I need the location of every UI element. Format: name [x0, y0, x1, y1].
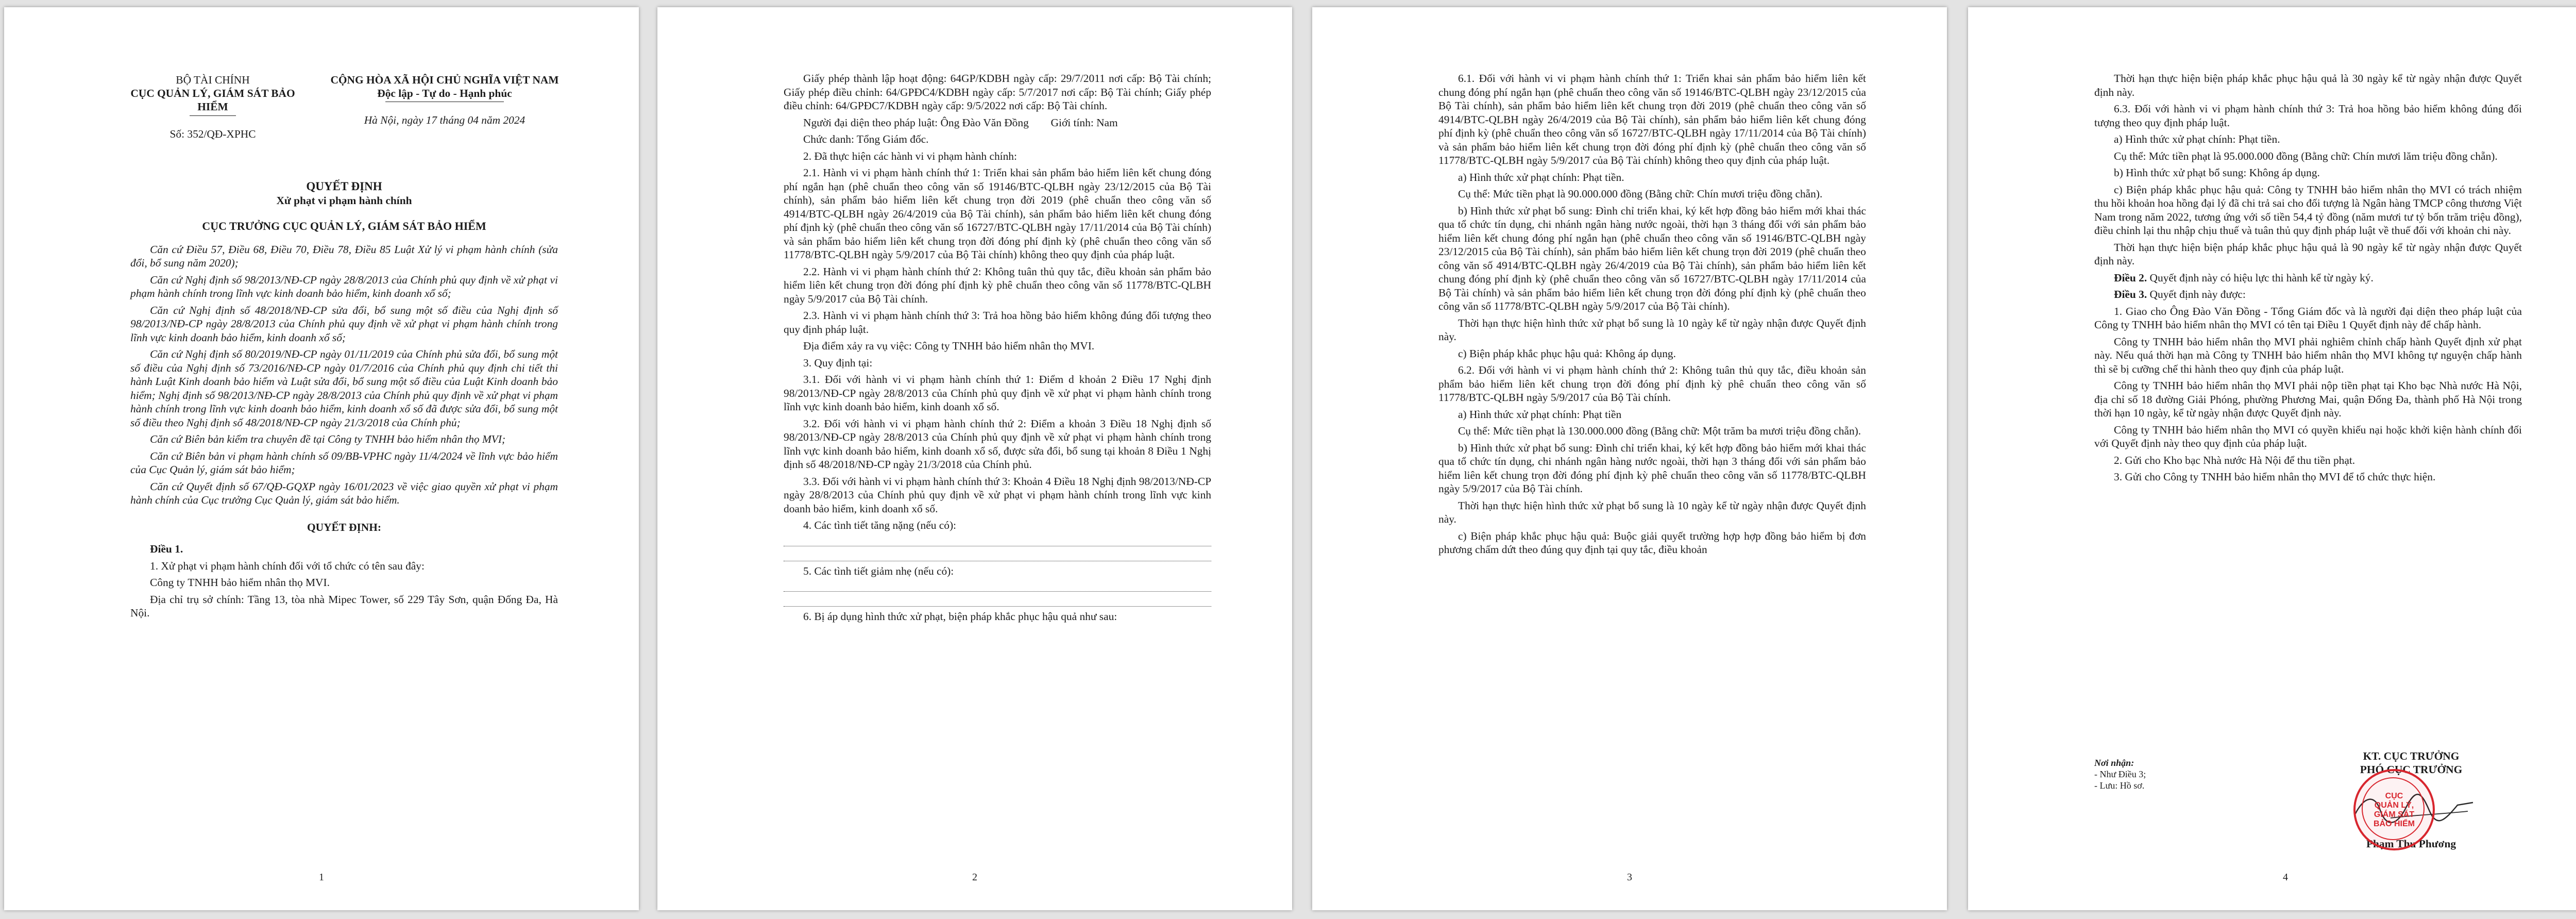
body-para: a) Hình thức xử phạt chính: Phạt tiền. — [2114, 133, 2280, 145]
body-para: Giấy phép thành lập hoạt động: 64GP/KDBH ngày cấp: 29/7/2011 nơi cấp: Bộ Tài chính; Giấy phép điều chỉnh: 64/GPĐC4/KDBH ngày cấp: 5/7/2017 nơi cấp: Bộ Tài chính; Giấy phép điều chỉnh: 64/GPĐC7/KDBH ngày cấp: 9/5/2022 nơi cấp: Bộ Tài chính. — [784, 72, 1211, 112]
article-1-para: 1. Xử phạt vi phạm hành chính đối với tổ chức có tên sau đây: — [150, 559, 425, 572]
body-para: Công ty TNHH bảo hiểm nhân thọ MVI phải nghiêm chỉnh chấp hành Quyết định xử phạt này. Nếu quá thời hạn mà Công ty TNHH bảo hiểm nhân thọ MVI không tự nguyện chấp hành thì sẽ bị cưỡng chế thi hành theo quy định của pháp luật. — [2094, 335, 2522, 375]
blank-line — [784, 548, 1211, 561]
article-1-para: Công ty TNHH bảo hiểm nhân thọ MVI. — [150, 576, 330, 589]
document-number: Số: 352/QĐ-XPHC — [170, 128, 256, 140]
body-para: Người đại diện theo pháp luật: Ông Đào Văn Đồng Giới tính: Nam — [803, 116, 1118, 129]
blank-line — [784, 579, 1211, 592]
body-para: 2. Gửi cho Kho bạc Nhà nước Hà Nội để thu tiền phạt. — [2114, 454, 2355, 466]
body-para: 2.1. Hành vi vi phạm hành chính thứ 1: Triển khai sản phẩm bảo hiểm liên kết chung đóng phí ngắn hạn (phê chuẩn theo công văn số 19146/BTC-QLBH ngày 23/12/2015 của Bộ Tài chính), sản phẩm bảo hiểm liên kết chung trọn đời 2019 (phê chuẩn theo công văn số 4914/BTC-QLBH ngày 26/4/2019 của Bộ Tài chính), sản phẩm bảo hiểm liên kết chung đóng phí định kỳ (phê chuẩn theo công văn số 16727/BTC-QLBH ngày 17/11/2014 của Bộ Tài chính) và sản phẩm bảo hiểm liên kết chung trọn đời đóng phí định kỳ (phê chuẩn theo công văn số 11778/BTC-QLBH ngày 5/9/2017 của Bộ Tài chính) không theo quy định của pháp luật. — [784, 166, 1211, 261]
body-para: Thời hạn thực hiện hình thức xử phạt bổ sung là 10 ngày kể từ ngày nhận được Quyết định này. — [1438, 499, 1866, 525]
recipients-block — [2094, 757, 2146, 791]
legal-basis: Căn cứ Biên bản kiểm tra chuyên đề tại Công ty TNHH bảo hiểm nhân thọ MVI; — [150, 433, 506, 445]
body-para: Chức danh: Tổng Giám đốc. — [803, 133, 929, 145]
article-2-text: Quyết định này có hiệu lực thi hành kể từ ngày ký. — [2149, 271, 2374, 284]
legal-basis: Căn cứ Nghị định số 98/2013/NĐ-CP ngày 28/8/2013 của Chính phủ quy định về xử phạt vi phạm hành chính trong lĩnh vực kinh doanh bảo hiểm, kinh doanh xổ số; — [130, 273, 558, 299]
document-page-4 — [1968, 7, 2576, 910]
body-para: 3. Quy định tại: — [803, 356, 873, 369]
body-para: Thời hạn thực hiện biện pháp khắc phục hậu quả là 90 ngày kể từ ngày nhận được Quyết định này. — [2094, 241, 2522, 267]
decision-title: QUYẾT ĐỊNH — [306, 180, 382, 193]
blank-line — [784, 594, 1211, 607]
body-para: Cụ thể: Mức tiền phạt là 90.000.000 đồng (Bằng chữ: Chín mươi triệu đồng chẵn). — [1458, 188, 1823, 200]
ministry-name: BỘ TÀI CHÍNH — [176, 74, 250, 86]
body-para: Cụ thể: Mức tiền phạt là 95.000.000 đồng (Bằng chữ: Chín mươi lăm triệu đồng chẵn). — [2114, 149, 2498, 162]
legal-basis: Căn cứ Nghị định số 48/2018/NĐ-CP sửa đổi, bổ sung một số điều của Nghị định số 98/2013/NĐ-CP ngày 28/8/2013 của Chính phủ quy định về xử phạt vi phạm hành chính trong lĩnh vực kinh doanh bảo hiểm, kinh doanh xổ số; — [130, 304, 558, 344]
body-para: 2. Đã thực hiện các hành vi vi phạm hành chính: — [803, 149, 1017, 162]
nation-name: CỘNG HÒA XÃ HỘI CHỦ NGHĨA VIỆT NAM — [330, 74, 559, 86]
article-2 — [2094, 271, 2522, 285]
seal-text: BẢO HIỂM — [2374, 820, 2415, 828]
page-number: 1 — [319, 872, 324, 883]
body-para: 3.1. Đối với hành vi vi phạm hành chính thứ 1: Điểm d khoản 2 Điều 17 Nghị định 98/2013/NĐ-CP ngày 28/8/2013 của Chính phủ quy định về xử phạt vi phạm hành chính trong lĩnh vực kinh doanh bảo hiểm, kinh doanh xổ số. — [784, 373, 1211, 413]
seal-text: QUẢN LÝ, — [2374, 801, 2414, 810]
blank-line — [784, 533, 1211, 546]
body-para: b) Hình thức xử phạt bổ sung: Đình chỉ triển khai, ký kết hợp đồng bảo hiểm mới khai thác qua tổ chức tín dụng, chi nhánh ngân hàng nước ngoài, thời hạn 3 tháng đối với sản phẩm bảo hiểm liên kết chung đóng phí ngắn hạn (phê chuẩn theo công văn số 19146/BTC-QLBH ngày 23/12/2015 của Bộ Tài chính), sản phẩm bảo hiểm liên kết chung trọn đời 2019 (phê chuẩn theo công văn số 4914/BTC-QLBH ngày 26/4/2019 của Bộ Tài chính), sản phẩm bảo hiểm liên kết chung đóng phí định kỳ (phê chuẩn theo công văn số 16727/BTC-QLBH ngày 17/11/2014 của Bộ Tài chính) và sản phẩm bảo hiểm liên kết chung trọn đời đóng phí định kỳ (phê chuẩn theo công văn số 11778/BTC-QLBH ngày 5/9/2017 của Bộ Tài chính). — [1438, 204, 1866, 312]
signer-name: Phạm Thu Phương — [2366, 838, 2456, 850]
national-motto: Độc lập - Tự do - Hạnh phúc — [377, 87, 512, 99]
body-para: Công ty TNHH bảo hiểm nhân thọ MVI phải nộp tiền phạt tại Kho bạc Nhà nước Hà Nội, địa chỉ số 18 đường Giải Phóng, phường Phương Mai, quận Đống Đa, thành phố Hà Nội trong thời hạn 10 ngày, kể từ ngày nhận được Quyết định này. — [2094, 379, 2522, 419]
legal-basis: Căn cứ Quyết định số 67/QĐ-GQXP ngày 16/01/2023 về việc giao quyền xử phạt vi phạm hành chính của Cục trưởng Cục Quản lý, giám sát bảo hiểm. — [130, 480, 558, 506]
body-para: 6.1. Đối với hành vi vi phạm hành chính thứ 1: Triển khai sản phẩm bảo hiểm liên kết chung đóng phí ngắn hạn (phê chuẩn theo công văn số 19146/BTC-QLBH ngày 23/12/2015 của Bộ Tài chính), sản phẩm bảo hiểm liên kết chung trọn đời 2019 (phê chuẩn theo công văn số 4914/BTC-QLBH ngày 26/4/2019 của Bộ Tài chính), sản phẩm bảo hiểm liên kết chung đóng phí định kỳ (phê chuẩn theo công văn số 16727/BTC-QLBH ngày 17/11/2014 của Bộ Tài chính) và sản phẩm bảo hiểm liên kết chung trọn đời đóng phí định kỳ (phê chuẩn theo công văn số 11778/BTC-QLBH ngày 5/9/2017 của Bộ Tài chính) không theo quy định của pháp luật. — [1438, 72, 1866, 166]
place-date: Hà Nội, ngày 17 tháng 04 năm 2024 — [364, 114, 526, 126]
body-para: a) Hình thức xử phạt chính: Phạt tiền. — [1458, 171, 1624, 183]
body-para: 4. Các tình tiết tăng nặng (nếu có): — [803, 519, 957, 531]
body-para: 6.2. Đối với hành vi vi phạm hành chính thứ 2: Không tuân thủ quy tắc, điều khoản sản phẩm bảo hiểm liên kết chung trọn đời đóng phí định kỳ phê chuẩn theo công văn số 11778/BTC-QLBH ngày 5/9/2017 của Bộ Tài chính. — [1438, 364, 1866, 404]
body-para: 2.2. Hành vi vi phạm hành chính thứ 2: Không tuân thủ quy tắc, điều khoản sản phẩm bảo hiểm liên kết chung trọn đời đóng phí định kỳ phê chuẩn theo công văn số 11778/BTC-QLBH ngày 5/9/2017 của Bộ Tài chính. — [784, 265, 1211, 305]
body-para: Thời hạn thực hiện biện pháp khắc phục hậu quả là 30 ngày kể từ ngày nhận được Quyết định này. — [2094, 72, 2522, 98]
issuing-authority: CỤC TRƯỞNG CỤC QUẢN LÝ, GIÁM SÁT BẢO HIỂM — [202, 220, 486, 232]
body-para: 1. Giao cho Ông Đào Văn Đồng - Tổng Giám đốc và là người đại diện theo pháp luật của Công ty TNHH bảo hiểm nhân thọ MVI có tên tại Điều 1 Quyết định này để chấp hành. — [2094, 305, 2522, 331]
document-page-3 — [1312, 7, 1947, 910]
body-para: b) Hình thức xử phạt bổ sung: Không áp dụng. — [2114, 166, 2320, 179]
body-para: 5. Các tình tiết giảm nhẹ (nếu có): — [803, 564, 954, 577]
recipient-item: - Như Điều 3; — [2094, 769, 2146, 779]
body-para: Cụ thể: Mức tiền phạt là 130.000.000 đồng (Bằng chữ: Một trăm ba mươi triệu đồng chẵn). — [1458, 425, 1861, 437]
body-para: Công ty TNHH bảo hiểm nhân thọ MVI có quyền khiếu nại hoặc khởi kiện hành chính đối với Quyết định này theo quy định của pháp luật. — [2094, 423, 2522, 449]
body-para: 3.2. Đối với hành vi vi phạm hành chính thứ 2: Điểm a khoản 3 Điều 18 Nghị định số 98/2013/NĐ-CP ngày 28/8/2013 của Chính phủ quy định về xử phạt vi phạm hành chính trong lĩnh vực kinh doanh bảo hiểm, kinh doanh xổ số, được sửa đổi, bổ sung tại khoản 8 Điều 1 Nghị định số 48/2018/NĐ-CP ngày 21/3/2018 của Chính phủ. — [784, 417, 1211, 471]
body-para: c) Biện pháp khắc phục hậu quả: Buộc giải quyết trường hợp hợp đồng bảo hiểm bị đơn phương chấm dứt theo đúng quy định tại quy tắc, điều khoản — [1438, 529, 1866, 556]
page-number: 4 — [2283, 872, 2288, 883]
decision-subtitle: Xử phạt vi phạm hành chính — [276, 194, 412, 207]
document-page-2 — [657, 7, 1292, 910]
body-para: 3. Gửi cho Công ty TNHH bảo hiểm nhân thọ MVI để tổ chức thực hiện. — [2114, 471, 2436, 483]
article-3-text: Quyết định này được: — [2149, 288, 2246, 300]
body-para: 6. Bị áp dụng hình thức xử phạt, biện pháp khắc phục hậu quả như sau: — [803, 610, 1117, 623]
body-para: c) Biện pháp khắc phục hậu quả: Công ty TNHH bảo hiểm nhân thọ MVI có trách nhiệm thu hồi khoản hoa hồng đại lý đã chi trả sai cho đối tượng là Ngân hàng TMCP công thương Việt Nam trong năm 2022, tương ứng với số tiền 54,4 tỷ đồng (năm mươi tư tỷ bốn trăm triệu đồng), điều chỉnh lại thu nhập chịu thuế và tuân thủ quy định pháp luật về thuế đối với khoản chi này. — [2094, 183, 2522, 237]
page-number: 2 — [972, 872, 977, 883]
legal-basis: Căn cứ Điều 57, Điều 68, Điều 70, Điều 78, Điều 85 Luật Xử lý vi phạm hành chính (sửa đổi, bổ sung năm 2020); — [130, 243, 558, 269]
signature-role: PHÓ CỤC TRƯỞNG — [2360, 763, 2463, 776]
article-2-heading: Điều 2. — [2114, 271, 2147, 284]
body-para: Thời hạn thực hiện hình thức xử phạt bổ sung là 10 ngày kể từ ngày nhận được Quyết định này. — [1438, 316, 1866, 343]
recipient-item: - Lưu: Hồ sơ. — [2094, 780, 2145, 791]
legal-bases — [130, 243, 558, 507]
body-para: 2.3. Hành vi vi phạm hành chính thứ 3: Trả hoa hồng bảo hiểm không đúng đối tượng theo quy định pháp luật. — [784, 309, 1211, 336]
article-3-heading: Điều 3. — [2114, 288, 2147, 300]
seal-text: GIÁM SÁT — [2374, 810, 2415, 819]
official-seal — [2353, 769, 2435, 850]
legal-basis: Căn cứ Nghị định số 80/2019/NĐ-CP ngày 01/11/2019 của Chính phủ sửa đổi, bổ sung một số điều của Nghị định số 73/2016/NĐ-CP ngày 01/7/2016 của Chính phủ quy định chi tiết thi hành Luật Kinh doanh bảo hiểm và Luật sửa đổi, bổ sung một số điều của Luật Kinh doanh bảo hiểm; Nghị định số 98/2013/NĐ-CP ngày 28/8/2013 của Chính phủ quy định về xử phạt vi phạm hành chính trong lĩnh vực kinh doanh bảo hiểm, kinh doanh xổ số đã được sửa đổi, bổ sung một số điều theo Nghị định số 48/2018/NĐ-CP ngày 21/3/2018 của Chính phủ; — [130, 348, 558, 429]
header-divider-left — [190, 115, 236, 116]
body-para: a) Hình thức xử phạt chính: Phạt tiền — [1458, 408, 1622, 421]
body-para: c) Biện pháp khắc phục hậu quả: Không áp dụng. — [1458, 347, 1676, 360]
decides-heading: QUYẾT ĐỊNH: — [307, 521, 381, 533]
document-page-1 — [4, 7, 639, 910]
body-para: 3.3. Đối với hành vi vi phạm hành chính thứ 3: Khoản 4 Điều 18 Nghị định 98/2013/NĐ-CP ngày 28/8/2013 của Chính phủ quy định về xử phạt vi phạm hành chính trong lĩnh vực kinh doanh bảo hiểm, kinh doanh xổ số. — [784, 475, 1211, 515]
body-para: 6.3. Đối với hành vi vi phạm hành chính thứ 3: Trả hoa hồng bảo hiểm không đúng đối tượng theo quy định pháp luật. — [2094, 103, 2522, 129]
body-para: Địa điểm xảy ra vụ việc: Công ty TNHH bảo hiểm nhân thọ MVI. — [803, 340, 1095, 352]
page-number: 3 — [1627, 872, 1632, 883]
body-para: b) Hình thức xử phạt bổ sung: Đình chỉ triển khai, ký kết hợp đồng bảo hiểm mới khai thác qua tổ chức tín dụng, chi nhánh ngân hàng nước ngoài, thời hạn 3 tháng đối với sản phẩm bảo hiểm liên kết chung trọn đời đóng phí định kỳ phê chuẩn theo công văn số 11778/BTC-QLBH ngày 5/9/2017 của Bộ Tài chính. — [1438, 441, 1866, 495]
legal-basis: Căn cứ Biên bản vi phạm hành chính số 09/BB-VPHC ngày 11/4/2024 về lĩnh vực bảo hiểm của Cục Quản lý, giám sát bảo hiểm; — [130, 449, 558, 476]
article-3 — [2094, 288, 2522, 302]
article-1-para: Địa chỉ trụ sở chính: Tầng 13, tòa nhà Mipec Tower, số 229 Tây Sơn, quận Đống Đa, Hà Nội. — [130, 593, 558, 619]
seal-text: CỤC — [2385, 792, 2403, 800]
signature-title: KT. CỤC TRƯỞNG — [2363, 750, 2460, 762]
department-name: CỤC QUẢN LÝ, GIÁM SÁT BẢO HIỂM — [130, 87, 295, 113]
recipients-title: Nơi nhận: — [2094, 758, 2134, 768]
article-1-heading: Điều 1. — [150, 543, 183, 555]
